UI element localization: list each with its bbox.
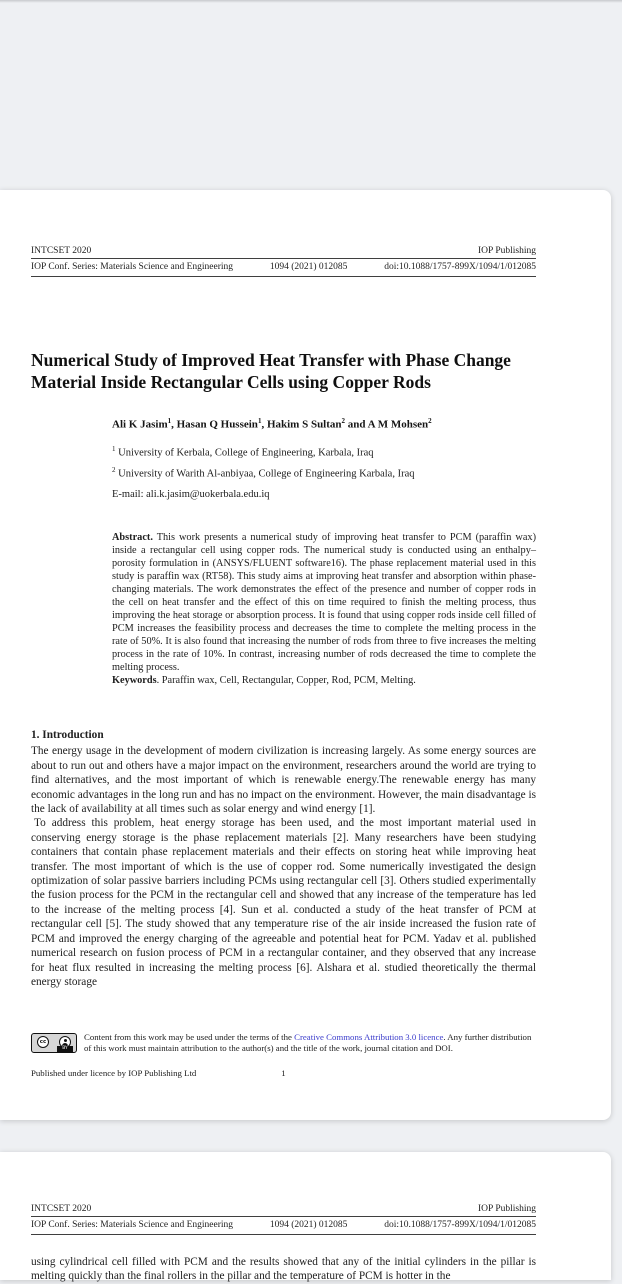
by-label: BY: [57, 1046, 73, 1052]
paper-page-2: [0, 1152, 611, 1283]
author-2: Hasan Q Hussein: [176, 418, 258, 431]
author-4: A M Mohsen: [367, 418, 429, 431]
author-list: [112, 417, 536, 431]
intro-paragraph-1: The energy usage in the development of modern civilization is increasing largely. As some energy sources are about to run out and others have a major impact on the environment, researchers around the world are trying to find alternatives, and the most important of which is renewable energy.The renewable energy has many economic advantages in the long run and has no impact on the environment. However, the main disadvantage is the lack of availability at all times such as solar energy and wind energy [1].: [31, 745, 536, 816]
affiliations: [112, 441, 536, 482]
paper-page-1: [0, 190, 611, 1120]
publisher-name: IOP Publishing: [478, 246, 536, 256]
email-line: E-mail: ali.k.jasim@uokerbala.edu.iq: [112, 489, 270, 500]
cc-licence-link[interactable]: Creative Commons Attribution 3.0 licence: [294, 1032, 444, 1042]
affiliation-1-text: University of Kerbala, College of Engineering, Karbala, Iraq: [115, 447, 374, 459]
page-number: 1: [281, 1068, 286, 1078]
license-text-pre: Content from this work may be used under the terms of the: [84, 1032, 295, 1042]
abstract-text: This work presents a numerical study of improving heat transfer to PCM (paraffin wax) inside a rectangular cell using copper rods. The numerical study is conducted using an enthalpy–porosity formulation in (ANSYS/FLUENT software16). The phase replacement material used in this study is paraffin wax (RT58). This study aims at improving heat transfer and absorption within phase-changing materials. The work demonstrates the effect of the presence and number of copper rods in the cell on heat transfer and the effect of this on time required to finish the melting process, thus improving the heat storage or absorption process. It is found that using copper rods inside cell filled of PCM increases the feasibility process and decreases the time to complete the melting process in the rate of 50%. It is also found that increasing the number of rods from three to five increases the melting process in the rate of 10%. In contrast, increasing number of rods decreased the time to complete the melting process.: [112, 532, 536, 673]
journal-name: IOP Conf. Series: Materials Science and Engineering: [31, 1220, 233, 1230]
citation-info: 1094 (2021) 012085: [269, 1220, 348, 1230]
affiliation-1-mark: 1: [112, 445, 116, 453]
introduction-section: [31, 728, 536, 989]
license-text: [31, 1032, 536, 1054]
doi-text: doi:10.1088/1757-899X/1094/1/012085: [384, 1220, 536, 1230]
author-4-affmark: 2: [428, 417, 432, 425]
conference-name: INTCSET 2020: [31, 1204, 92, 1214]
author-3: Hakim S Sultan: [266, 418, 342, 431]
page-footer: [31, 1068, 536, 1078]
author-separator: and: [345, 418, 368, 431]
author-1-affmark: 1: [167, 417, 172, 425]
header-row-2: [31, 259, 536, 277]
cc-icon: cc: [37, 1036, 49, 1048]
author-separator: ,: [171, 418, 177, 431]
journal-header-page-2: [31, 1204, 536, 1235]
publisher-note: Published under licence by IOP Publishing Ltd: [31, 1068, 197, 1078]
affiliation-2: [112, 462, 536, 483]
header-row-1: [31, 246, 536, 259]
abstract-block: [112, 531, 536, 687]
affiliation-1: [112, 441, 536, 462]
abstract-label: Abstract.: [112, 532, 153, 543]
license-note: [31, 1032, 536, 1054]
author-1: Ali K Jasim: [112, 418, 168, 431]
keywords-label: Keywords: [112, 675, 157, 686]
affiliation-2-mark: 2: [112, 465, 116, 474]
doi-text: doi:10.1088/1757-899X/1094/1/012085: [384, 262, 536, 272]
license-text-post: . Any further distribution of this work must maintain attribution to the author(s) and the title of the work, journal citation and DOI.: [84, 1032, 532, 1053]
page2-paragraph: using cylindrical cell filled with PCM and the results showed that any of the initial cylinders in the pillar is melting quickly than the final rollers in the pillar and the temperature of PCM is hotter in the: [31, 1256, 536, 1283]
header-row-1: [31, 1204, 536, 1217]
affiliation-2-text: University of Warith Al-anbiyaa, College of Engineering Karbala, Iraq: [115, 468, 415, 479]
publisher-name: IOP Publishing: [478, 1204, 536, 1214]
keywords-line: [112, 674, 536, 687]
author-separator: ,: [261, 418, 267, 431]
keywords-text: . Paraffin wax, Cell, Rectangular, Copper, Rod, PCM, Melting.: [156, 675, 416, 686]
paper-title: Numerical Study of Improved Heat Transfer with Phase Change Material Inside Rectangular Cells using Copper Rods: [31, 350, 511, 392]
author-3-affmark: 2: [341, 417, 346, 425]
cc-by-badge: [31, 1033, 77, 1053]
intro-paragraph-2: To address this problem, heat energy storage has been used, and the most important material used in conserving energy storage is the phase replacement materials [2]. Many researchers have been studying containers that contain phase replacement materials and their effects on storing heat while improving heat transfer. The most important of which is the use of copper rod. Some numerically investigated the design optimization of solar passive barriers including PCMs using rectangular cell [3]. Others studied experimentally the fusion process for the PCM in the rectangular cell and showed that any increase of the temperature has led to the increase of the melting process [4]. Sun et al. conducted a study of the heat transfer of PCM at rectangular cell [5]. The study showed that any temperature rise of the air inside increased the fusion rate of PCM and improved the energy charging of the agreeable and potential heat for PCM. Yadav et al. published numerical research on fusion process of PCM in a rectangular container, and they observed that any increase for heat flux resulted in increasing the melting process [6]. Alshara et al. studied theoretically the thermal energy storage: [31, 817, 536, 988]
conference-name: INTCSET 2020: [31, 246, 92, 256]
viewer-top-edge: [0, 0, 622, 3]
abstract-paragraph: [112, 531, 536, 674]
journal-name: IOP Conf. Series: Materials Science and Engineering: [31, 262, 233, 272]
section-heading-introduction: 1. Introduction: [31, 729, 104, 741]
header-row-2: [31, 1217, 536, 1235]
citation-info: 1094 (2021) 012085: [269, 262, 348, 272]
author-2-affmark: 1: [257, 417, 262, 425]
journal-header: [31, 246, 536, 277]
